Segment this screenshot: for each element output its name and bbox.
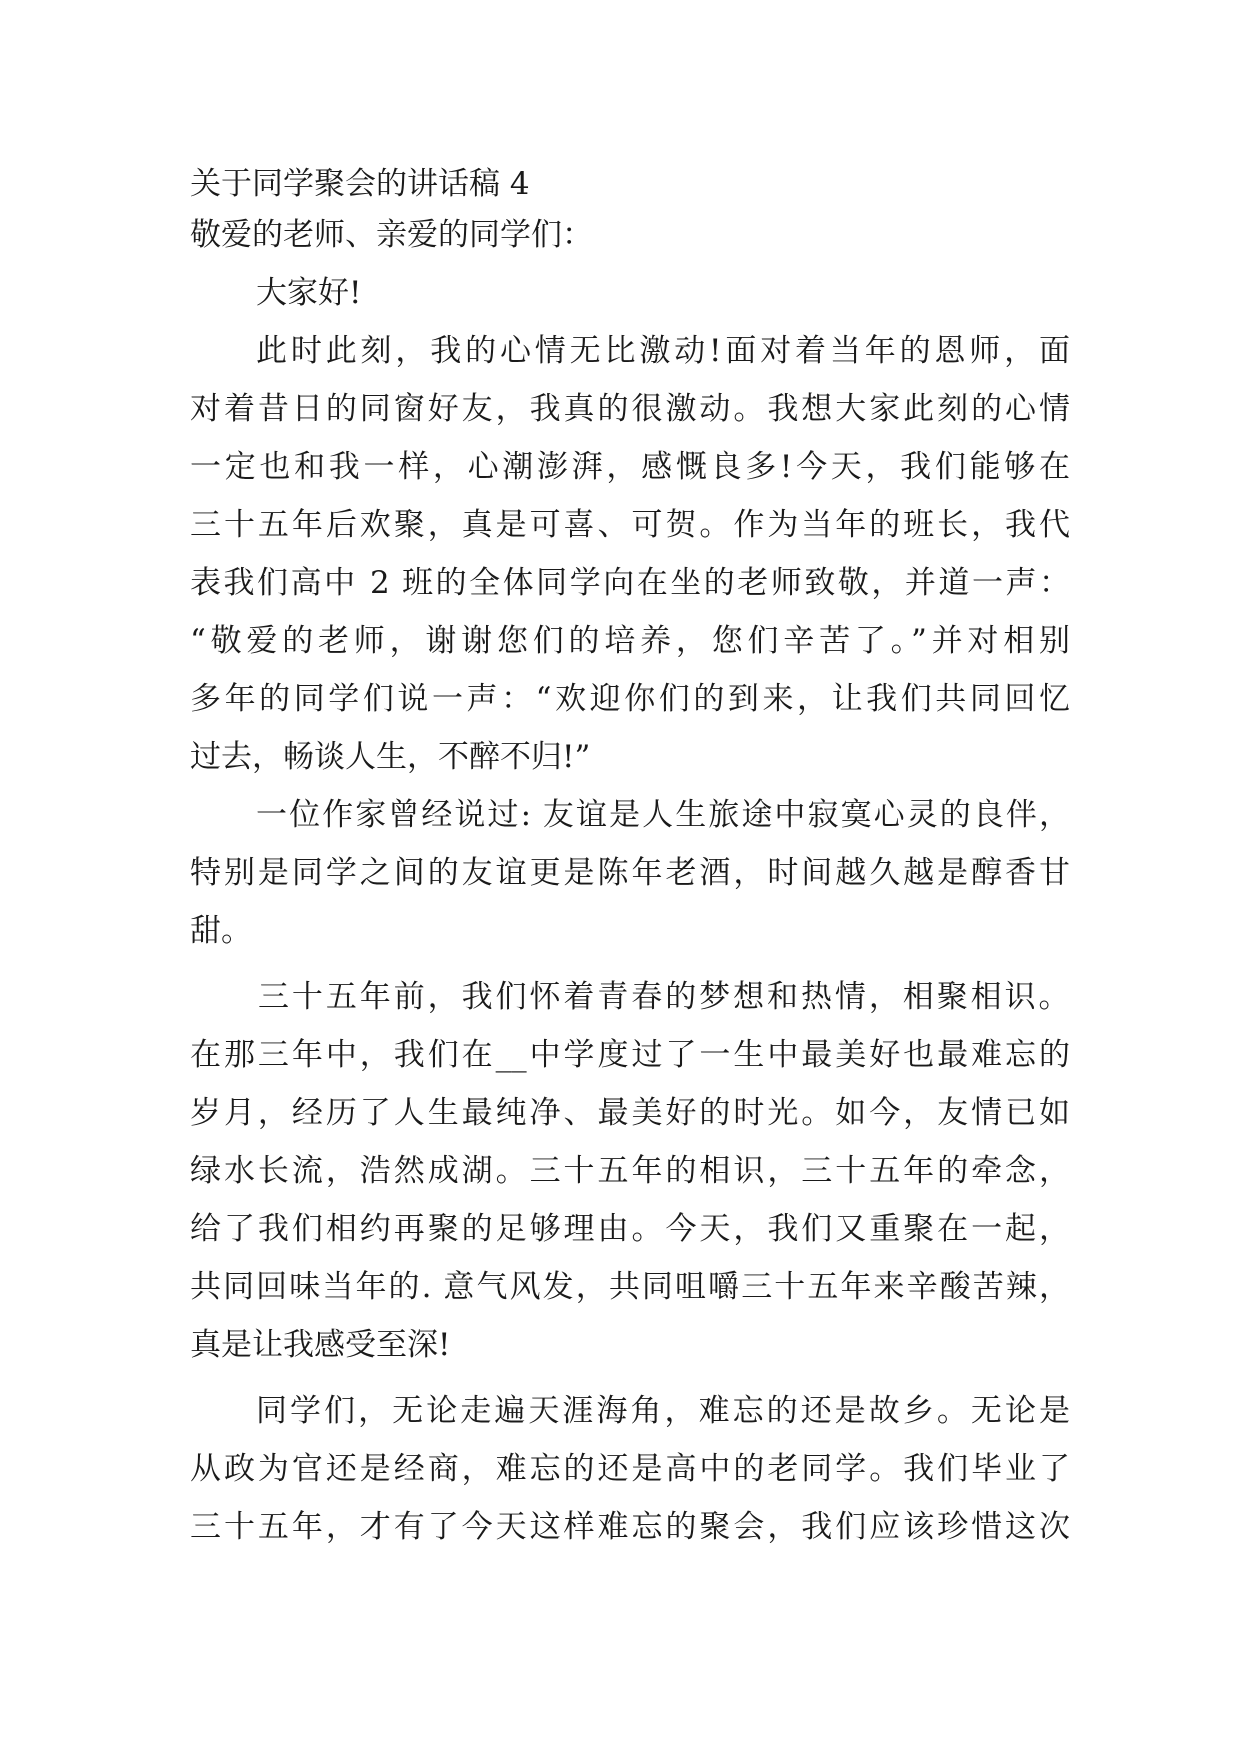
paragraph-line: 特别是同学之间的友谊更是陈年老酒，时间越久越是醇香甘 — [190, 855, 1070, 891]
greeting: 大家好! — [256, 275, 362, 311]
paragraph-line: 对着昔日的同窗好友，我真的很激动。我想大家此刻的心情 — [190, 391, 1070, 427]
paragraph-line: 三十五年后欢聚，真是可喜、可贺。作为当年的班长，我代 — [190, 507, 1070, 543]
salutation: 敬爱的老师、亲爱的同学们： — [190, 217, 593, 253]
paragraph-4 — [190, 1382, 1070, 1556]
paragraph-line: 给了我们相约再聚的足够理由。今天，我们又重聚在一起， — [190, 1211, 1070, 1247]
paragraph-line: 表我们高中 2 班的全体同学向在坐的老师致敬，并道一声： — [190, 565, 1070, 601]
paragraph-line: 真是让我感受至深! — [190, 1327, 451, 1363]
paragraph-line: 从政为官还是经商，难忘的还是高中的老同学。我们毕业了 — [190, 1451, 1070, 1487]
paragraph-line: 绿水长流，浩然成湖。三十五年的相识，三十五年的牵念， — [190, 1153, 1070, 1189]
paragraph-line: 三十五年前，我们怀着青春的梦想和热情，相聚相识。 — [258, 979, 1070, 1015]
paragraph-line: 同学们，无论走遍天涯海角，难忘的还是故乡。无论是 — [256, 1393, 1070, 1429]
paragraph-3 — [190, 968, 1070, 1374]
paragraph-line: 一定也和我一样，心潮澎湃，感慨良多!今天，我们能够在 — [190, 449, 1070, 485]
paragraph-line: 一位作家曾经说过: 友谊是人生旅途中寂寞心灵的良伴， — [256, 797, 1070, 833]
paragraph-line: 共同回味当年的. 意气风发，共同咀嚼三十五年来辛酸苦辣， — [190, 1269, 1070, 1305]
paragraph-line: 在那三年中，我们在__中学度过了一生中最美好也最难忘的 — [190, 1037, 1070, 1073]
paragraph-line: 岁月，经历了人生最纯净、最美好的时光。如今，友情已如 — [190, 1095, 1070, 1131]
document-title: 关于同学聚会的讲话稿 4 — [190, 166, 530, 202]
paragraph-line: “敬爱的老师，谢谢您们的培养，您们辛苦了。”并对相别 — [190, 623, 1070, 659]
paragraph-line: 三十五年，才有了今天这样难忘的聚会，我们应该珍惜这次 — [190, 1509, 1070, 1545]
paragraph-line: 过去，畅谈人生，不醉不归!” — [190, 739, 591, 775]
paragraph-line: 此时此刻，我的心情无比激动!面对着当年的恩师，面 — [256, 333, 1070, 369]
paragraph-1 — [190, 322, 1070, 786]
paragraph-line: 多年的同学们说一声：“欢迎你们的到来，让我们共同回忆 — [190, 681, 1070, 717]
paragraph-2 — [190, 786, 1070, 960]
speech-text — [190, 162, 1070, 1556]
paragraph-line: 甜。 — [190, 913, 252, 949]
